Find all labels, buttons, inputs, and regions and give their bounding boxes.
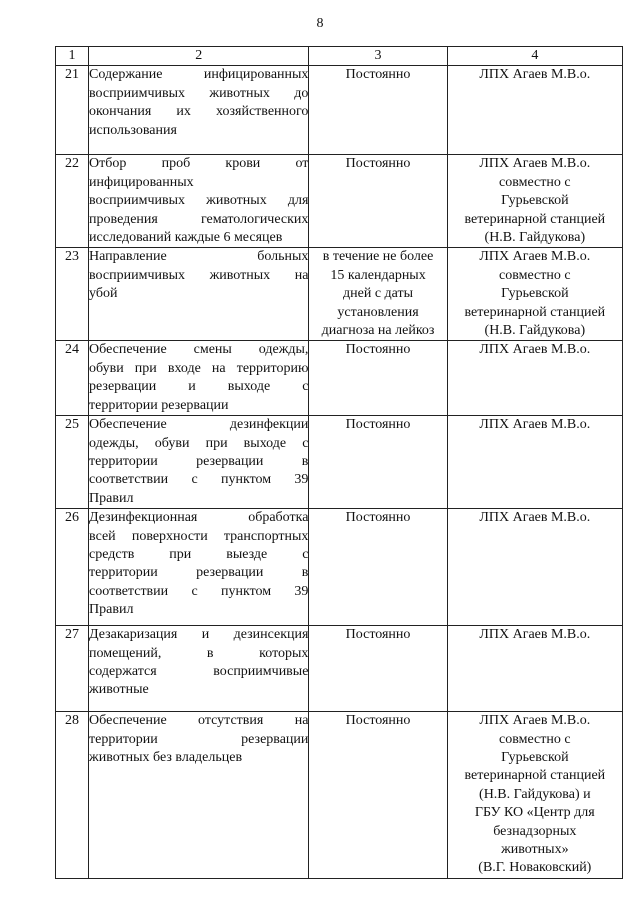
responsible-cell-line: ЛПХ Агаев М.В.о.	[479, 67, 591, 83]
table-row	[56, 341, 623, 416]
table-row	[56, 66, 623, 155]
row-number-cell: 21	[56, 66, 89, 155]
column-header-action: 2	[89, 47, 309, 66]
action-cell-line: соответствии с пунктом 39	[89, 472, 309, 488]
action-cell-line: территории резервации в	[89, 565, 309, 581]
action-cell-line: резервации и выходе с	[89, 379, 309, 395]
responsible-cell-line: ЛПХ Агаев М.В.о.	[479, 417, 591, 433]
action-cell-line: восприимчивых животных до	[89, 85, 309, 101]
action-cell-line: всей поверхности транспортных	[89, 528, 309, 544]
responsible-cell	[447, 341, 622, 416]
responsible-cell-line: ЛПХ Агаев М.В.о.	[479, 713, 591, 729]
action-cell-line: животных без владельцев	[89, 749, 243, 765]
action-cell-line: соответствии с пунктом 39	[89, 583, 309, 599]
table-row	[56, 248, 623, 341]
action-cell-line: проведения гематологических	[89, 211, 309, 227]
responsible-cell-line: ветеринарной станцией	[464, 211, 606, 227]
term-cell-line: Постоянно	[345, 67, 411, 83]
row-number-cell: 28	[56, 712, 89, 879]
action-cell	[89, 248, 309, 341]
action-cell	[89, 155, 309, 248]
term-cell-line: в течение не более	[322, 249, 434, 265]
responsible-cell-line: (Н.В. Гайдукова)	[484, 323, 586, 339]
term-cell	[309, 248, 447, 341]
responsible-cell-line: животных»	[501, 841, 569, 857]
action-cell	[89, 509, 309, 626]
action-cell	[89, 416, 309, 509]
column-header-responsible: 4	[447, 47, 622, 66]
term-cell	[309, 416, 447, 509]
responsible-cell-line: ветеринарной станцией	[464, 768, 606, 784]
row-number-cell: 26	[56, 509, 89, 626]
responsible-cell-line: (Н.В. Гайдукова)	[484, 230, 586, 246]
term-cell-line: Постоянно	[345, 627, 411, 643]
action-cell-line: Отбор проб крови от	[89, 156, 309, 172]
responsible-cell	[447, 416, 622, 509]
row-number-cell: 23	[56, 248, 89, 341]
term-cell	[309, 712, 447, 879]
term-cell-line: Постоянно	[345, 417, 411, 433]
action-cell-line: территории резервации в	[89, 453, 309, 469]
responsible-cell-line: ЛПХ Агаев М.В.о.	[479, 249, 591, 265]
action-cell-line: использования	[89, 122, 177, 138]
row-number-cell: 24	[56, 341, 89, 416]
action-cell-line: животные	[89, 682, 149, 698]
responsible-cell	[447, 66, 622, 155]
term-cell-line: диагноза на лейкоз	[321, 323, 435, 339]
responsible-cell-line: совместно с	[499, 267, 571, 283]
action-cell-line: содержатся восприимчивые	[89, 663, 309, 679]
term-cell-line: Постоянно	[345, 342, 411, 358]
term-cell-line: дней с даты	[343, 286, 414, 302]
responsible-cell-line: (Н.В. Гайдукова) и	[479, 786, 591, 802]
responsible-cell-line: ЛПХ Агаев М.В.о.	[479, 156, 591, 172]
term-cell-line: установления	[337, 304, 419, 320]
responsible-cell	[447, 626, 622, 712]
term-cell	[309, 66, 447, 155]
responsible-cell-line: ЛПХ Агаев М.В.о.	[479, 627, 591, 643]
action-cell-line: восприимчивых животных на	[89, 267, 309, 283]
page-number: 8	[316, 16, 324, 31]
action-cell-line: Направление больных	[89, 249, 309, 265]
action-cell-line: Правил	[89, 602, 134, 618]
responsible-cell	[447, 248, 622, 341]
action-cell-line: Обеспечение отсутствия на	[89, 713, 309, 729]
term-cell-line: Постоянно	[345, 156, 411, 172]
table-row	[56, 712, 623, 879]
term-cell-line: Постоянно	[345, 510, 411, 526]
table-row	[56, 416, 623, 509]
action-cell-line: помещений, в которых	[89, 645, 309, 661]
action-cell	[89, 66, 309, 155]
action-cell-line: восприимчивых животных для	[89, 193, 309, 209]
term-cell	[309, 155, 447, 248]
responsible-cell-line: Гурьевской	[501, 286, 569, 302]
responsible-cell-line: ЛПХ Агаев М.В.о.	[479, 510, 591, 526]
column-header-number: 1	[56, 47, 89, 66]
action-cell-line: Обеспечение смены одежды,	[89, 342, 309, 358]
responsible-cell-line: совместно с	[499, 174, 571, 190]
action-cell-line: окончания их хозяйственного	[89, 104, 309, 120]
responsible-cell-line: совместно с	[499, 731, 571, 747]
term-cell	[309, 341, 447, 416]
action-cell	[89, 712, 309, 879]
row-number-cell: 22	[56, 155, 89, 248]
action-cell-line: территории резервации	[89, 397, 229, 413]
action-cell	[89, 341, 309, 416]
table-header-row	[56, 47, 623, 66]
responsible-cell	[447, 509, 622, 626]
table-row	[56, 155, 623, 248]
action-cell-line: исследований каждые 6 месяцев	[89, 230, 283, 246]
action-cell-line: обуви при входе на территорию	[89, 360, 309, 376]
responsible-cell-line: Гурьевской	[501, 749, 569, 765]
term-cell	[309, 509, 447, 626]
responsible-cell-line: ЛПХ Агаев М.В.о.	[479, 342, 591, 358]
action-cell-line: Дезакаризация и дезинсекция	[89, 627, 309, 643]
responsible-cell-line: (В.Г. Новаковский)	[478, 860, 592, 876]
responsible-cell-line: Гурьевской	[501, 193, 569, 209]
action-cell-line: Содержание инфицированных	[89, 67, 309, 83]
row-number-cell: 25	[56, 416, 89, 509]
responsible-cell	[447, 155, 622, 248]
responsible-cell-line: ГБУ КО «Центр для	[474, 805, 595, 821]
action-cell-line: Обеспечение дезинфекции	[89, 417, 309, 433]
action-cell-line: Правил	[89, 490, 134, 506]
action-cell-line: убой	[89, 286, 118, 302]
column-header-term: 3	[309, 47, 447, 66]
responsible-cell	[447, 712, 622, 879]
term-cell-line: 15 календарных	[330, 267, 426, 283]
table-row	[56, 626, 623, 712]
action-cell-line: инфицированных	[89, 174, 194, 190]
measures-table	[55, 46, 623, 879]
action-cell-line: Дезинфекционная обработка	[89, 510, 309, 526]
table-body	[56, 66, 623, 879]
action-cell	[89, 626, 309, 712]
responsible-cell-line: безнадзорных	[493, 823, 577, 839]
term-cell-line: Постоянно	[345, 713, 411, 729]
term-cell	[309, 626, 447, 712]
action-cell-line: одежды, обуви при выходе с	[89, 435, 309, 451]
action-cell-line: территории резервации	[89, 731, 309, 747]
action-cell-line: средств при выезде с	[89, 546, 309, 562]
responsible-cell-line: ветеринарной станцией	[464, 304, 606, 320]
row-number-cell: 27	[56, 626, 89, 712]
table-row	[56, 509, 623, 626]
